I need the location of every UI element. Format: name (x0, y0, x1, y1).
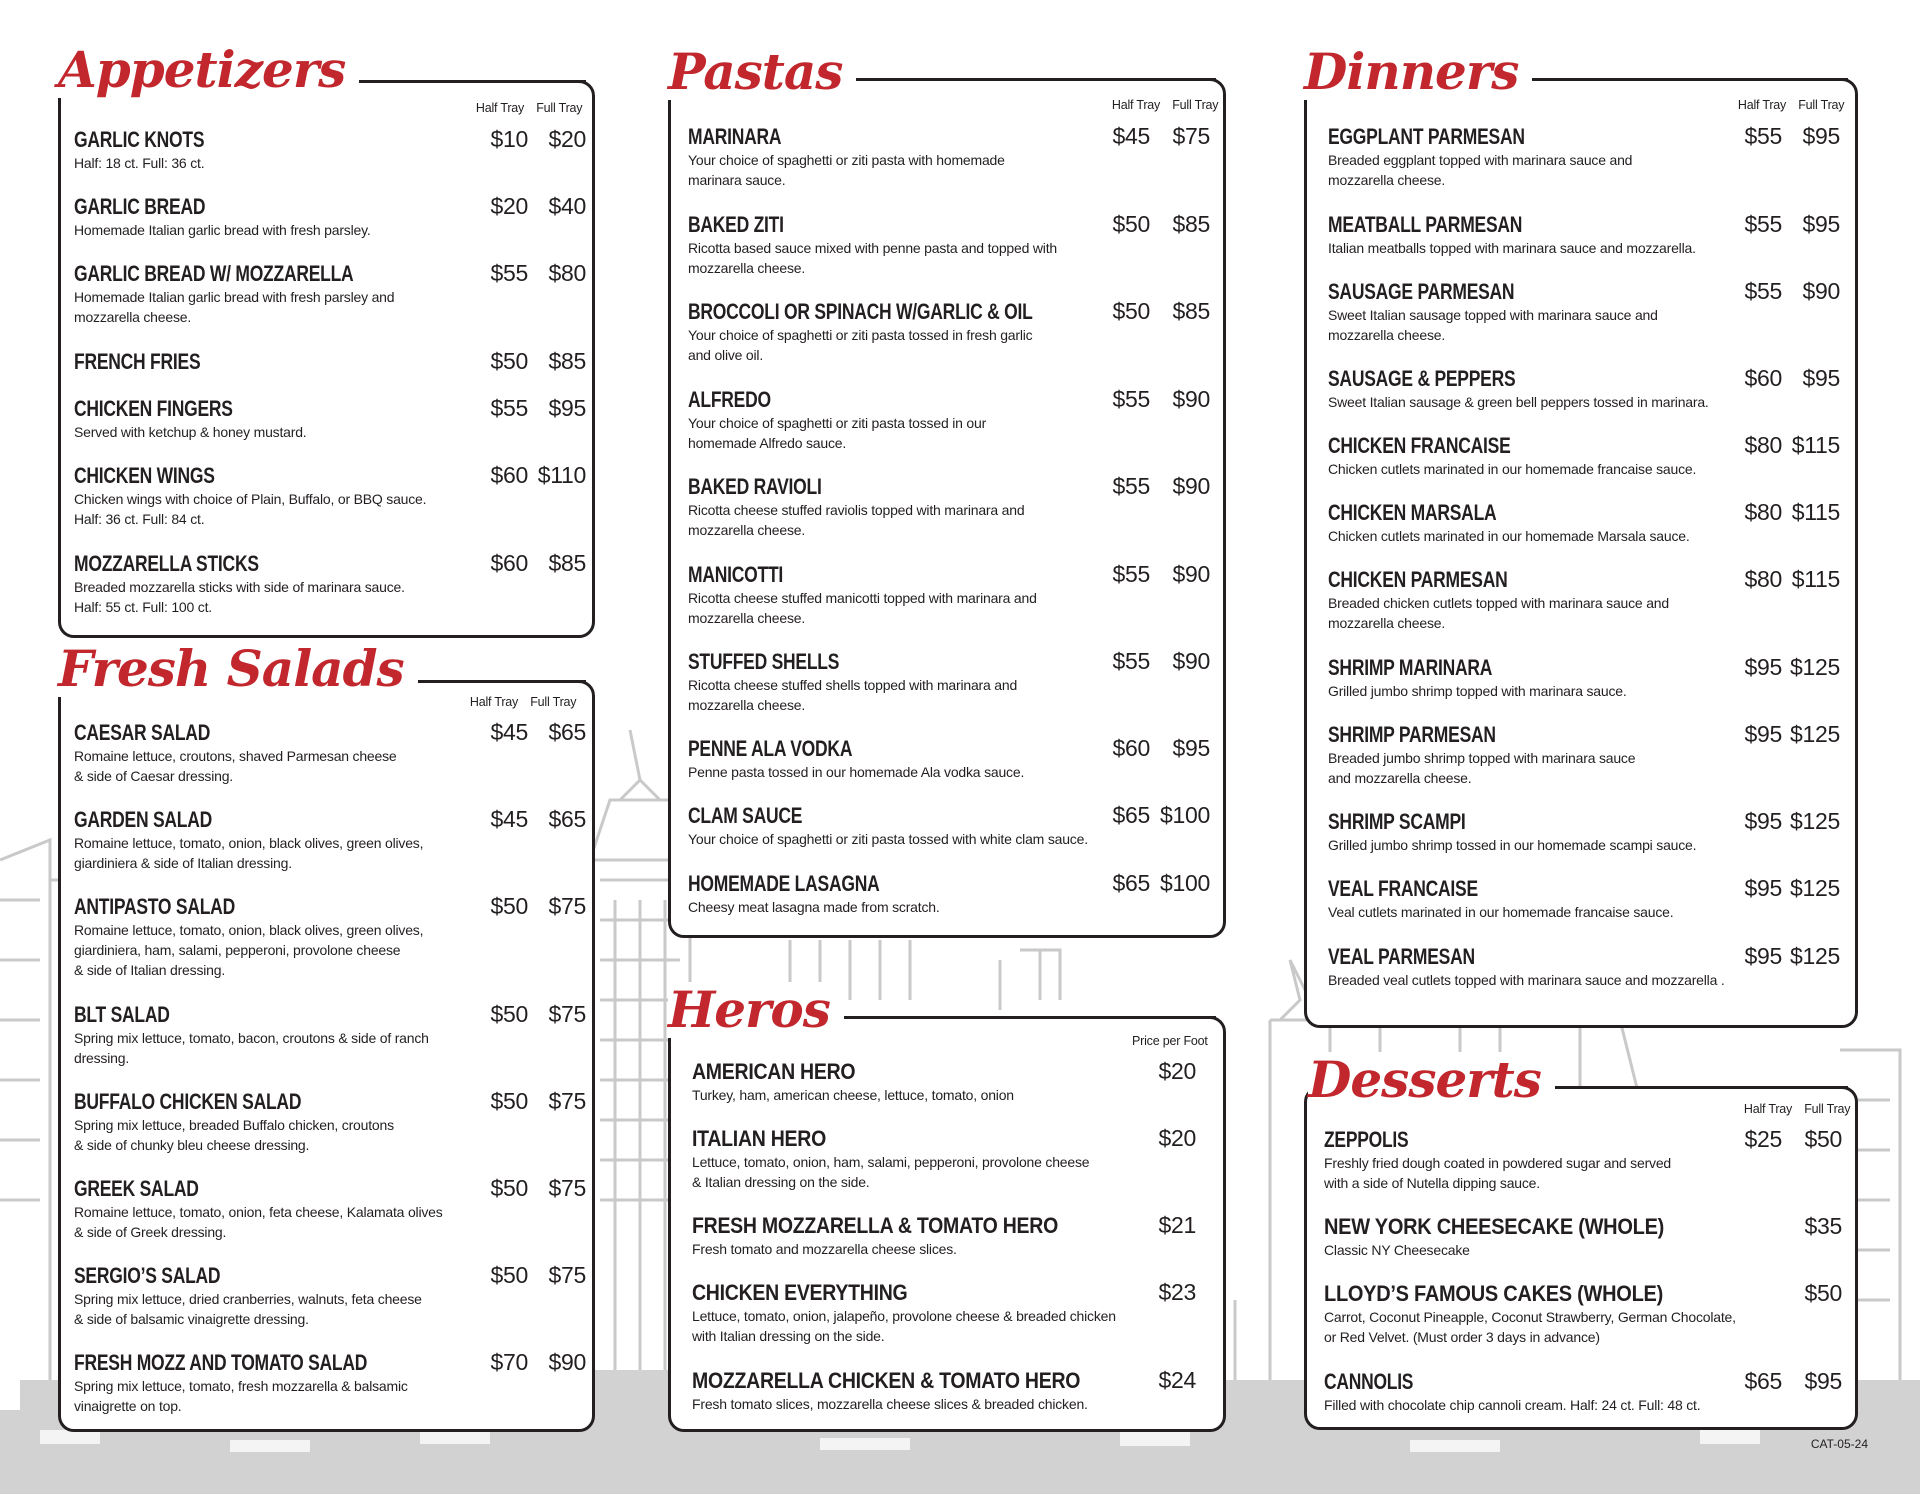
menu-item (74, 261, 586, 349)
item-description: Veal cutlets marinated in our homemade francaise sauce. (1328, 904, 1674, 920)
item-name: GARLIC BREAD (74, 194, 206, 219)
title-underline (846, 78, 1216, 81)
full-tray-price: $125 (1790, 875, 1840, 901)
item-name: VEAL PARMESAN (1328, 944, 1475, 969)
pastas-section (668, 42, 1226, 938)
full-tray-price: $90 (1172, 386, 1210, 412)
half-tray-price: $95 (1744, 943, 1782, 969)
item-name: STUFFED SHELLS (688, 649, 840, 674)
half-tray-header: Half Tray (1737, 98, 1787, 112)
full-tray-price: $75 (548, 1001, 586, 1027)
full-tray-price: $95 (548, 395, 586, 421)
menu-item (692, 1280, 1208, 1368)
item-name: CHICKEN FINGERS (74, 396, 233, 421)
full-tray-price: $115 (1791, 432, 1840, 458)
item-name: BUFFALO CHICKEN SALAD (74, 1089, 302, 1114)
item-name: FRESH MOZZARELLA & TOMATO HERO (692, 1213, 1058, 1238)
full-tray-price: $125 (1790, 654, 1840, 680)
item-description: Homemade Italian garlic bread with fresh parsley. (74, 222, 371, 238)
menu-item (688, 736, 1210, 803)
item-description: Penne pasta tossed in our homemade Ala vodka sauce. (688, 764, 1025, 780)
appetizers-list (74, 127, 586, 621)
half-tray-price: $60 (1744, 365, 1782, 391)
menu-item (688, 649, 1210, 736)
dinners-title: Dinners (1304, 44, 1532, 100)
half-tray-price: $95 (1744, 875, 1782, 901)
item-name: AMERICAN HERO (692, 1059, 856, 1084)
price-per-foot: $21 (1158, 1212, 1196, 1238)
menu-item (1328, 279, 1840, 366)
item-description: Breaded mozzarella sticks with side of marinara sauce. Half: 55 ct. Full: 100 ct. (74, 579, 405, 615)
half-tray-price: $80 (1744, 499, 1782, 525)
price-column-headers (1734, 98, 1849, 112)
item-description: Served with ketchup & honey mustard. (74, 424, 307, 440)
item-name: GARDEN SALAD (74, 807, 213, 832)
full-tray-price: $110 (537, 462, 586, 488)
item-description: Spring mix lettuce, dried cranberries, walnuts, feta cheese & side of balsamic vinaigrette dressing. (74, 1291, 422, 1327)
menu-item (688, 803, 1210, 871)
item-name: MOZZARELLA STICKS (74, 551, 259, 576)
half-tray-price: $50 (490, 1262, 528, 1288)
menu-item (74, 349, 586, 396)
full-tray-header: Full Tray (1798, 98, 1845, 112)
item-name: ANTIPASTO SALAD (74, 894, 235, 919)
item-description: Romaine lettuce, tomato, onion, black olives, green olives, giardiniera, ham, salami, pepperoni, provolone cheese & side of Italian dressing. (74, 922, 424, 978)
full-tray-price: $125 (1790, 721, 1840, 747)
menu-item (688, 124, 1210, 212)
full-tray-price: $75 (548, 1088, 586, 1114)
item-name: GARLIC BREAD W/ MOZZARELLA (74, 261, 354, 286)
full-tray-price: $85 (548, 550, 586, 576)
half-tray-price: $55 (1744, 211, 1782, 237)
item-name: MOZZARELLA CHICKEN & TOMATO HERO (692, 1368, 1081, 1393)
salads-section (58, 640, 595, 1432)
desserts-title: Desserts (1308, 1052, 1555, 1108)
full-tray-header: Full Tray (1172, 98, 1219, 112)
full-tray-price: $90 (548, 1349, 586, 1375)
item-name: CAESAR SALAD (74, 720, 211, 745)
item-description: Grilled jumbo shrimp topped with marinara sauce. (1328, 683, 1627, 699)
half-tray-price: $50 (490, 1088, 528, 1114)
title-underline (1502, 78, 1848, 81)
item-name: CHICKEN PARMESAN (1328, 567, 1508, 592)
item-name: EGGPLANT PARMESAN (1328, 124, 1525, 149)
full-tray-price: $90 (1802, 278, 1840, 304)
full-tray-price: $115 (1791, 566, 1840, 592)
half-tray-price: $50 (490, 893, 528, 919)
item-name: SHRIMP MARINARA (1328, 655, 1493, 680)
item-name: FRESH MOZZ AND TOMATO SALAD (74, 1350, 368, 1375)
full-tray-price: $100 (1160, 802, 1210, 828)
item-description: Sweet Italian sausage topped with marinara sauce and mozzarella cheese. (1328, 307, 1658, 343)
full-tray-price: $125 (1790, 943, 1840, 969)
menu-item (74, 551, 586, 621)
item-description: Your choice of spaghetti or ziti pasta tossed in fresh garlic and olive oil. (688, 327, 1033, 363)
item-name: MANICOTTI (688, 562, 784, 587)
item-description: Homemade Italian garlic bread with fresh parsley and mozzarella cheese. (74, 289, 395, 325)
price-per-foot: $24 (1158, 1367, 1196, 1393)
half-tray-price: $55 (1112, 648, 1150, 674)
half-tray-price: $55 (1112, 561, 1150, 587)
menu-item (74, 1350, 586, 1420)
item-description: Cheesy meat lasagna made from scratch. (688, 899, 940, 915)
price-column-headers (466, 695, 581, 709)
item-name: CHICKEN EVERYTHING (692, 1280, 908, 1305)
half-tray-price: $55 (1112, 473, 1150, 499)
item-description: Chicken cutlets marinated in our homemade francaise sauce. (1328, 461, 1697, 477)
half-tray-price: $55 (1112, 386, 1150, 412)
menu-item (1324, 1214, 1842, 1281)
full-tray-price: $35 (1804, 1213, 1842, 1239)
half-tray-header: Half Tray (469, 695, 519, 709)
item-description: Freshly fried dough coated in powdered sugar and served with a side of Nutella dipping sauce. (1324, 1155, 1671, 1191)
menu-item (1328, 944, 1840, 994)
full-tray-price: $65 (548, 806, 586, 832)
menu-item (1328, 809, 1840, 876)
full-tray-price: $85 (1172, 298, 1210, 324)
item-name: PENNE ALA VODKA (688, 736, 853, 761)
menu-item (74, 396, 586, 463)
half-tray-price: $50 (490, 1001, 528, 1027)
half-tray-price: $55 (490, 260, 528, 286)
item-name: MARINARA (688, 124, 782, 149)
full-tray-price: $75 (548, 893, 586, 919)
item-description: Lettuce, tomato, onion, jalapeño, provolone cheese & breaded chicken with Italian dressing on the side. (692, 1308, 1116, 1344)
menu-item (688, 212, 1210, 299)
half-tray-price: $10 (490, 126, 528, 152)
menu-item (74, 720, 586, 807)
full-tray-price: $75 (1172, 123, 1210, 149)
menu-item (1324, 1127, 1842, 1214)
item-description: Carrot, Coconut Pineapple, Coconut Strawberry, German Chocolate, or Red Velvet. (Must order 3 days in advance) (1324, 1309, 1736, 1345)
full-tray-header: Full Tray (1804, 1102, 1851, 1116)
pastas-list (688, 124, 1210, 921)
heros-list (692, 1059, 1208, 1418)
title-underline (826, 1016, 1216, 1019)
half-tray-header: Half Tray (1111, 98, 1161, 112)
desserts-list (1324, 1127, 1842, 1419)
price-column-headers (1108, 98, 1223, 112)
half-tray-price: $60 (490, 462, 528, 488)
item-description: Fresh tomato slices, mozzarella cheese slices & breaded chicken. (692, 1396, 1088, 1412)
full-tray-price: $100 (1160, 870, 1210, 896)
item-name: BROCCOLI OR SPINACH W/GARLIC & OIL (688, 299, 1033, 324)
item-description: Breaded veal cutlets topped with marinara sauce and mozzarella . (1328, 972, 1725, 988)
half-tray-price: $65 (1744, 1368, 1782, 1394)
half-tray-price: $95 (1744, 808, 1782, 834)
item-description: Turkey, ham, american cheese, lettuce, tomato, onion (692, 1087, 1014, 1103)
full-tray-price: $95 (1802, 365, 1840, 391)
menu-item (1328, 366, 1840, 433)
menu-item (74, 463, 586, 551)
half-tray-price: $45 (490, 806, 528, 832)
menu-item (692, 1368, 1208, 1418)
item-name: CHICKEN MARSALA (1328, 500, 1497, 525)
half-tray-price: $80 (1744, 566, 1782, 592)
item-description: Grilled jumbo shrimp tossed in our homemade scampi sauce. (1328, 837, 1697, 853)
menu-item (74, 894, 586, 1002)
full-tray-price: $95 (1172, 735, 1210, 761)
full-tray-price: $85 (1172, 211, 1210, 237)
menu-item (1328, 212, 1840, 279)
half-tray-price: $45 (490, 719, 528, 745)
half-tray-price: $95 (1744, 721, 1782, 747)
item-name: SAUSAGE PARMESAN (1328, 279, 1515, 304)
item-description: Spring mix lettuce, tomato, bacon, croutons & side of ranch dressing. (74, 1030, 429, 1066)
item-description: Spring mix lettuce, tomato, fresh mozzarella & balsamic vinaigrette on top. (74, 1378, 408, 1414)
dinners-section (1304, 42, 1858, 1028)
half-tray-price: $50 (1112, 298, 1150, 324)
item-description: Ricotta cheese stuffed manicotti topped with marinara and mozzarella cheese. (688, 590, 1037, 626)
item-description: Breaded jumbo shrimp topped with marinara sauce and mozzarella cheese. (1328, 750, 1636, 786)
item-name: SERGIO’S SALAD (74, 1263, 221, 1288)
price-per-foot-header: Price per Foot (1132, 1034, 1208, 1048)
menu-item (688, 562, 1210, 649)
item-name: ALFREDO (688, 387, 771, 412)
menu-item (692, 1213, 1208, 1280)
half-tray-price: $65 (1112, 802, 1150, 828)
menu-item (74, 127, 586, 194)
desserts-section (1304, 1052, 1858, 1430)
half-tray-price: $25 (1744, 1126, 1782, 1152)
appetizers-section (58, 42, 595, 638)
price-per-foot: $20 (1158, 1125, 1196, 1151)
item-name: VEAL FRANCAISE (1328, 876, 1478, 901)
full-tray-price: $125 (1790, 808, 1840, 834)
half-tray-price: $60 (1112, 735, 1150, 761)
item-description: Ricotta cheese stuffed raviolis topped with marinara and mozzarella cheese. (688, 502, 1025, 538)
item-description: Your choice of spaghetti or ziti pasta tossed in our homemade Alfredo sauce. (688, 415, 987, 451)
full-tray-header: Full Tray (530, 695, 577, 709)
item-name: ZEPPOLIS (1324, 1127, 1409, 1152)
menu-item (74, 1176, 586, 1263)
item-name: SAUSAGE & PEPPERS (1328, 366, 1516, 391)
half-tray-price: $55 (1744, 123, 1782, 149)
full-tray-price: $50 (1804, 1280, 1842, 1306)
item-name: BLT SALAD (74, 1002, 170, 1027)
item-name: SHRIMP SCAMPI (1328, 809, 1466, 834)
half-tray-header: Half Tray (1743, 1102, 1793, 1116)
menu-item (1328, 567, 1840, 655)
menu-item (1328, 722, 1840, 809)
item-name: LLOYD’S FAMOUS CAKES (WHOLE) (1324, 1281, 1664, 1306)
full-tray-price: $115 (1791, 499, 1840, 525)
item-description: Half: 18 ct. Full: 36 ct. (74, 155, 205, 171)
item-description: Italian meatballs topped with marinara sauce and mozzarella. (1328, 240, 1696, 256)
dinners-list (1328, 124, 1840, 994)
item-description: Lettuce, tomato, onion, ham, salami, pepperoni, provolone cheese & Italian dressing on the side. (692, 1154, 1090, 1190)
half-tray-price: $50 (1112, 211, 1150, 237)
half-tray-price: $20 (490, 193, 528, 219)
full-tray-price: $50 (1804, 1126, 1842, 1152)
item-name: BAKED ZITI (688, 212, 784, 237)
full-tray-price: $75 (548, 1175, 586, 1201)
item-name: FRENCH FRIES (74, 349, 201, 374)
menu-item (1328, 876, 1840, 944)
menu-item (692, 1059, 1208, 1126)
half-tray-price: $95 (1744, 654, 1782, 680)
half-tray-header: Half Tray (475, 101, 525, 115)
full-tray-price: $65 (548, 719, 586, 745)
price-column-headers (472, 101, 587, 115)
full-tray-price: $90 (1172, 648, 1210, 674)
menu-item (74, 1089, 586, 1176)
half-tray-price: $60 (490, 550, 528, 576)
menu-item (688, 387, 1210, 474)
item-description: Chicken cutlets marinated in our homemade Marsala sauce. (1328, 528, 1690, 544)
full-tray-header: Full Tray (536, 101, 583, 115)
full-tray-price: $75 (548, 1262, 586, 1288)
item-description: Breaded chicken cutlets topped with marinara sauce and mozzarella cheese. (1328, 595, 1669, 631)
full-tray-price: $20 (548, 126, 586, 152)
full-tray-price: $95 (1804, 1368, 1842, 1394)
full-tray-price: $95 (1802, 211, 1840, 237)
half-tray-price: $55 (1744, 278, 1782, 304)
full-tray-price: $90 (1172, 561, 1210, 587)
item-name: GREEK SALAD (74, 1176, 199, 1201)
item-name: CHICKEN FRANCAISE (1328, 433, 1511, 458)
item-description: Fresh tomato and mozzarella cheese slices. (692, 1241, 957, 1257)
half-tray-price: $65 (1112, 870, 1150, 896)
menu-item (1324, 1369, 1842, 1419)
pastas-title: Pastas (668, 44, 856, 100)
price-column-header (1132, 1034, 1208, 1048)
menu-item (1324, 1281, 1842, 1369)
menu-item (74, 1263, 586, 1350)
menu-item (1328, 655, 1840, 722)
item-name: HOMEMADE LASAGNA (688, 871, 880, 896)
item-name: BAKED RAVIOLI (688, 474, 822, 499)
item-description: Sweet Italian sausage & green bell peppers tossed in marinara. (1328, 394, 1709, 410)
item-name: CLAM SAUCE (688, 803, 803, 828)
item-description: Ricotta based sauce mixed with penne pasta and topped with mozzarella cheese. (688, 240, 1057, 276)
half-tray-price: $70 (490, 1349, 528, 1375)
full-tray-price: $95 (1802, 123, 1840, 149)
full-tray-price: $90 (1172, 473, 1210, 499)
item-description: Romaine lettuce, tomato, onion, feta cheese, Kalamata olives & side of Greek dressing. (74, 1204, 443, 1240)
menu-item (692, 1126, 1208, 1213)
menu-item (688, 871, 1210, 921)
item-name: NEW YORK CHEESECAKE (WHOLE) (1324, 1214, 1665, 1239)
item-description: Filled with chocolate chip cannoli cream. Half: 24 ct. Full: 48 ct. (1324, 1397, 1701, 1413)
heros-title: Heros (668, 982, 844, 1038)
price-column-headers (1740, 1102, 1855, 1116)
price-per-foot: $23 (1158, 1279, 1196, 1305)
item-description: Romaine lettuce, tomato, onion, black olives, green olives, giardiniera & side of Italian dressing. (74, 835, 424, 871)
menu-item (74, 1002, 586, 1089)
half-tray-price: $45 (1112, 123, 1150, 149)
full-tray-price: $85 (548, 348, 586, 374)
item-description: Chicken wings with choice of Plain, Buffalo, or BBQ sauce. Half: 36 ct. Full: 84 ct. (74, 491, 427, 527)
half-tray-price: $55 (490, 395, 528, 421)
menu-item (1328, 433, 1840, 500)
menu-item (688, 299, 1210, 387)
item-description: Ricotta cheese stuffed shells topped with marinara and mozzarella cheese. (688, 677, 1018, 713)
menu-item (74, 194, 586, 261)
item-description: Spring mix lettuce, breaded Buffalo chicken, croutons & side of chunky bleu cheese dressing. (74, 1117, 394, 1153)
menu-item (1328, 124, 1840, 212)
salads-title: Fresh Salads (58, 641, 418, 697)
item-name: GARLIC KNOTS (74, 127, 205, 152)
title-underline (1512, 1086, 1848, 1089)
half-tray-price: $50 (490, 1175, 528, 1201)
item-name: CHICKEN WINGS (74, 463, 215, 488)
item-name: MEATBALL PARMESAN (1328, 212, 1523, 237)
salads-list (74, 720, 586, 1420)
full-tray-price: $40 (548, 193, 586, 219)
half-tray-price: $50 (490, 348, 528, 374)
full-tray-price: $80 (548, 260, 586, 286)
heros-section (668, 982, 1226, 1432)
appetizers-title: Appetizers (58, 42, 359, 98)
item-description: Breaded eggplant topped with marinara sauce and mozzarella cheese. (1328, 152, 1633, 188)
half-tray-price: $80 (1744, 432, 1782, 458)
item-name: SHRIMP PARMESAN (1328, 722, 1496, 747)
item-description: Classic NY Cheesecake (1324, 1242, 1470, 1258)
menu-item (688, 474, 1210, 562)
item-name: CANNOLIS (1324, 1369, 1414, 1394)
catalog-code: CAT-05-24 (1810, 1437, 1868, 1451)
item-description: Romaine lettuce, croutons, shaved Parmesan cheese & side of Caesar dressing. (74, 748, 397, 784)
item-description: Your choice of spaghetti or ziti pasta tossed with white clam sauce. (688, 831, 1088, 847)
menu-item (1328, 500, 1840, 567)
item-description: Your choice of spaghetti or ziti pasta with homemade marinara sauce. (688, 152, 1005, 188)
menu-item (74, 807, 586, 894)
price-per-foot: $20 (1158, 1058, 1196, 1084)
item-name: ITALIAN HERO (692, 1126, 826, 1151)
